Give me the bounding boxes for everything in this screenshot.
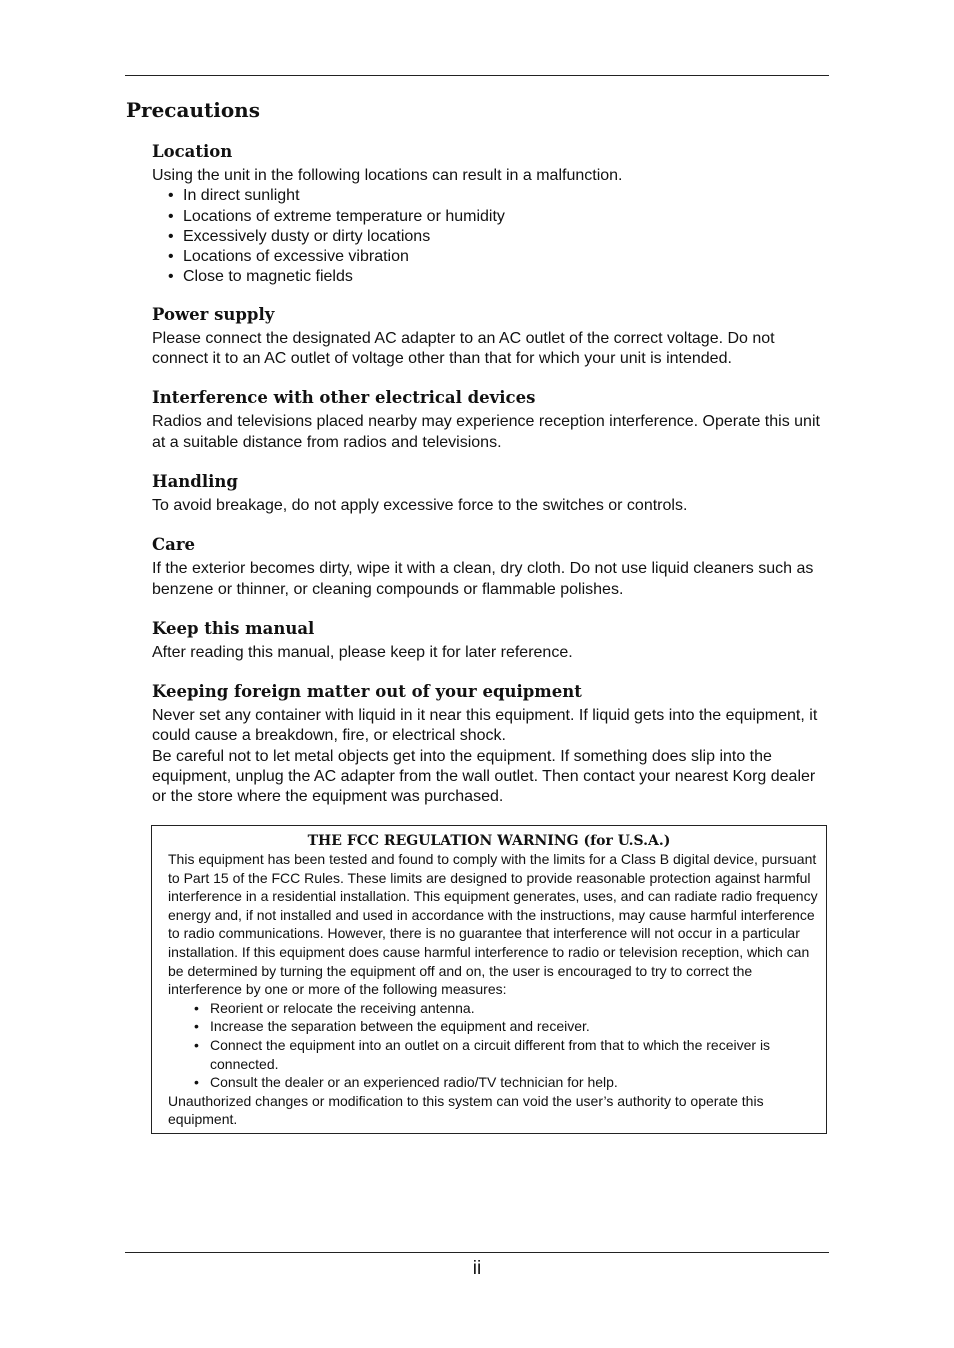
section-power-supply	[152, 303, 832, 370]
section-text: If the exterior becomes dirty, wipe it with a clean, dry cloth. Do not use liquid cleaners such as benzene or thinner, or cleaning compounds or flammable polishes.	[152, 560, 814, 598]
section-text: Please connect the designated AC adapter to an AC outlet of the correct voltage. Do not connect it to an AC outlet of voltage other than that for which your unit is intended.	[152, 329, 775, 368]
section-heading: Keeping foreign matter out of your equipment	[152, 682, 582, 702]
page-title: Precautions	[126, 98, 260, 122]
list-item: • Locations of extreme temperature or humidity	[168, 207, 832, 227]
section-text: Radios and televisions placed nearby may experience reception interference. Operate this unit at a suitable distance from radios and televisions.	[152, 413, 820, 451]
section-text: Be careful not to let metal objects get into the equipment. If something does slip into the equipment, unplug the AC adapter from the wall outlet. Then contact your nearest Korg dealer or the store where the equipment was purchased.	[152, 747, 816, 806]
section-heading: Keep this manual	[152, 618, 315, 638]
section-heading: Power supply	[152, 304, 275, 324]
section-heading: Interference with other electrical devices	[152, 388, 536, 408]
top-rule	[125, 75, 829, 76]
section-location	[152, 140, 832, 288]
list-item: • Close to magnetic fields	[168, 267, 832, 287]
section-heading: Care	[152, 535, 196, 555]
section-care	[152, 533, 832, 600]
fcc-body	[152, 850, 826, 1129]
section-heading: Location	[152, 142, 233, 161]
fcc-title: THE FCC REGULATION WARNING (for U.S.A.)	[307, 833, 671, 849]
section-text: Using the unit in the following locations can result in a malfunction.	[152, 167, 623, 184]
list-item: • In direct sunlight	[168, 186, 832, 206]
list-item: • Increase the separation between the equipment and receiver.	[194, 1017, 818, 1036]
list-item: • Connect the equipment into an outlet on a circuit different from that to which the receiver is connected.	[194, 1036, 818, 1073]
section-interference	[152, 386, 832, 453]
precautions-content	[152, 140, 832, 825]
list-item: • Reorient or relocate the receiving antenna.	[194, 999, 818, 1018]
section-foreign-matter	[152, 680, 832, 807]
section-handling	[152, 470, 832, 516]
fcc-measures-list	[168, 999, 818, 1092]
section-heading: Handling	[152, 471, 238, 491]
fcc-closing: Unauthorized changes or modification to this system can void the user’s authority to operate this equipment.	[168, 1092, 764, 1128]
fcc-warning-box	[151, 825, 827, 1134]
list-item: • Excessively dusty or dirty locations	[168, 227, 832, 247]
bottom-rule	[125, 1252, 829, 1253]
section-text: After reading this manual, please keep it for later reference.	[152, 643, 573, 661]
list-item: • Locations of excessive vibration	[168, 247, 832, 267]
section-text: Never set any container with liquid in it near this equipment. If liquid gets into the equipment, it could cause a breakdown, fire, or electrical shock.	[152, 707, 818, 745]
location-list	[152, 186, 832, 287]
fcc-intro: This equipment has been tested and found to comply with the limits for a Class B digital device, pursuant to Part 15 of the FCC Rules. These limits are designed to provide reasonable protection against harmful interference in a residential installation. This equipment generates, uses, and can radiate radio frequency energy and, if not installed and used in accordance with the instructions, may cause harmful interference to radio communications. However, there is no guarantee that interference will not occur in a particular installation. If this equipment does cause harmful interference to radio or television reception, which can be determined by turning the equipment off and on, the user is encouraged to try to correct the interference by one or more of the following measures:	[168, 851, 818, 998]
section-text: To avoid breakage, do not apply excessive force to the switches or controls.	[152, 496, 688, 514]
page-number: ii	[472, 1258, 482, 1279]
list-item: • Consult the dealer or an experienced radio/TV technician for help.	[194, 1073, 818, 1092]
section-keep-manual	[152, 617, 832, 663]
